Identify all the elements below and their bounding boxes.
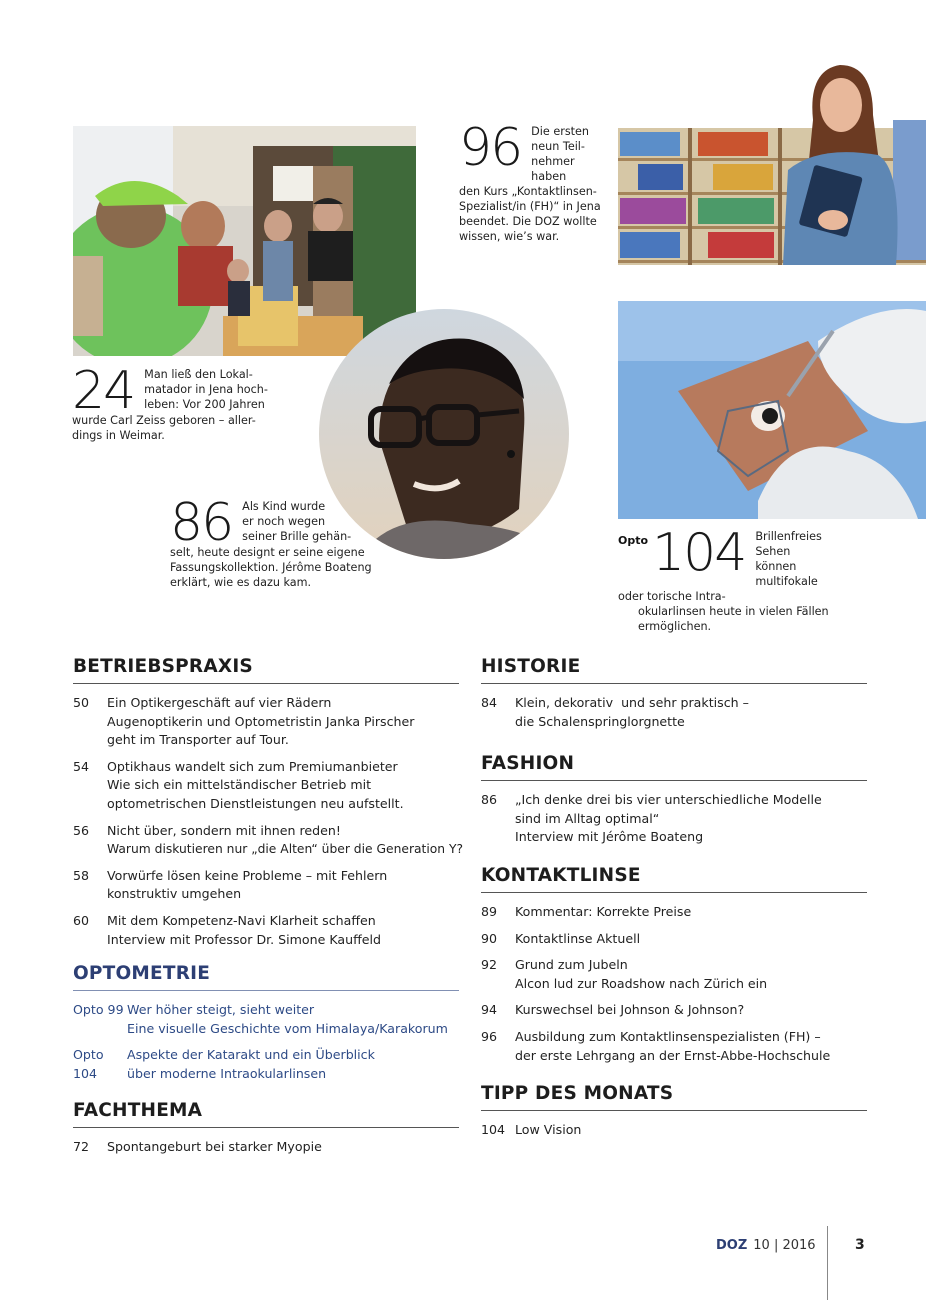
teaser-text-line: dings in Weimar. xyxy=(72,429,165,442)
teaser-text-line: Als Kind wurde xyxy=(242,500,326,513)
entry-title: Aspekte der Katarakt und ein Überblick xyxy=(127,1047,375,1063)
section-title: FACHTHEMA xyxy=(73,1100,459,1128)
teaser-text-line: den Kurs „Kontaktlinsen- xyxy=(459,185,597,198)
teaser-text-line: Brillenfreies Sehen xyxy=(755,530,822,558)
toc-entry[interactable] xyxy=(481,930,867,949)
section-kontaktlinse xyxy=(481,865,867,1065)
page-number: 50 xyxy=(73,695,90,710)
toc-entry[interactable] xyxy=(481,791,867,847)
teaser-text-line: wurde Carl Zeiss geboren – aller- xyxy=(72,414,256,427)
footer-divider xyxy=(827,1226,828,1300)
entry-subtitle: optometrischen Dienstleistungen neu aufstellt. xyxy=(107,795,404,811)
page-number: 56 xyxy=(73,822,90,838)
entry-title: „Ich denke drei bis vier unterschiedliche Modelle xyxy=(515,792,822,808)
teaser-page-number: 86 xyxy=(170,493,233,553)
page-number: Opto 99 xyxy=(73,1002,124,1018)
entry-subtitle: Augenoptikerin und Optometristin Janka Pirscher xyxy=(107,713,415,729)
entry-subtitle: Wie sich ein mittelständischer Betrieb mit xyxy=(107,777,372,793)
toc-entry[interactable] xyxy=(73,867,459,904)
teaser-text-line: können multifokale xyxy=(755,560,818,588)
page-number: 58 xyxy=(73,867,90,883)
teaser-text-line: ermöglichen. xyxy=(638,620,712,633)
teaser-page-24[interactable] xyxy=(72,361,272,443)
section-title: TIPP DES MONATS xyxy=(481,1083,867,1111)
teaser-text-line: beendet. Die DOZ wollte xyxy=(459,215,597,228)
teaser-page-number: 104 xyxy=(652,523,746,583)
entry-subtitle: der erste Lehrgang an der Ernst-Abbe-Hochschule xyxy=(515,1047,831,1063)
footer-issue xyxy=(716,1238,816,1253)
entry-title: sind im Alltag optimal“ xyxy=(515,810,660,826)
teaser-page-86[interactable] xyxy=(170,493,380,590)
page-number: Opto 104 xyxy=(73,1047,104,1081)
toc-right-column xyxy=(481,656,867,1148)
teaser-text-line: matador in Jena hoch- xyxy=(144,383,268,396)
entry-title: Kurswechsel bei Johnson & Johnson? xyxy=(515,1002,745,1018)
teaser-text-line: neun Teil- xyxy=(531,140,585,153)
photo-student-library xyxy=(618,60,926,265)
section-title: KONTAKTLINSE xyxy=(481,865,867,893)
entry-subtitle: Alcon lud zur Roadshow nach Zürich ein xyxy=(515,975,768,991)
page-number: 94 xyxy=(481,1002,498,1018)
entry-subtitle: Interview mit Professor Dr. Simone Kauffeld xyxy=(107,931,382,947)
teaser-text-line: okularlinsen heute in vielen Fällen xyxy=(638,605,829,618)
teaser-text-line: Man ließ den Lokal- xyxy=(144,368,253,381)
section-tipp-des-monats xyxy=(481,1083,867,1140)
section-optometrie xyxy=(73,963,459,1083)
toc-entry[interactable] xyxy=(481,1121,867,1140)
teaser-page-96[interactable] xyxy=(459,118,609,244)
page-number: 89 xyxy=(481,903,498,919)
entry-title: Optikhaus wandelt sich zum Premiumanbieter xyxy=(107,758,398,774)
teaser-page-number: 96 xyxy=(459,118,522,178)
section-fachthema xyxy=(73,1100,459,1157)
entry-subtitle: Warum diskutieren nur „die Alten“ über die Generation Y? xyxy=(107,842,464,857)
section-betriebspraxis xyxy=(73,656,464,949)
eye-surgery-image xyxy=(618,301,926,519)
entry-title: Nicht über, sondern mit ihnen reden! xyxy=(107,822,341,838)
toc-entry[interactable] xyxy=(481,694,867,731)
toc-entry[interactable] xyxy=(481,1001,867,1020)
teaser-text-line: nehmer haben xyxy=(531,155,575,183)
teaser-text-line: selt, heute designt er seine eigene xyxy=(170,546,365,559)
page-number: 86 xyxy=(481,792,498,808)
photo-jena-street-festival xyxy=(73,126,416,356)
page-number: 96 xyxy=(481,1028,498,1044)
toc-entry[interactable] xyxy=(73,758,459,814)
entry-subtitle: Interview mit Jérôme Boateng xyxy=(515,829,704,845)
toc-entry[interactable] xyxy=(481,903,867,922)
toc-entry[interactable] xyxy=(73,1046,459,1083)
entry-title: Low Vision xyxy=(515,1122,582,1138)
teaser-text-line: erklärt, wie es dazu kam. xyxy=(170,576,312,589)
entry-title: Grund zum Jubeln xyxy=(515,957,628,973)
page-number: 92 xyxy=(481,957,498,973)
library-student-image xyxy=(618,60,926,265)
page-number: 60 xyxy=(73,912,90,928)
opto-label: Opto xyxy=(618,534,649,547)
entry-subtitle: die Schalenspringlorgnette xyxy=(515,713,685,729)
teaser-text-line: seiner Brille gehän- xyxy=(242,530,352,543)
toc-entry[interactable] xyxy=(73,1001,459,1038)
toc-entry[interactable] xyxy=(481,956,867,993)
teaser-text-line: Die ersten xyxy=(531,125,590,138)
teaser-text-line: leben: Vor 200 Jahren xyxy=(144,398,265,411)
section-fashion xyxy=(481,753,867,847)
entry-title: Klein, dekorativ und sehr praktisch – xyxy=(515,695,749,710)
toc-entry[interactable] xyxy=(73,1138,459,1157)
section-title: FASHION xyxy=(481,753,867,781)
teaser-text-line: oder torische Intra- xyxy=(618,590,726,603)
page-number: 72 xyxy=(73,1138,90,1154)
toc-entry[interactable] xyxy=(481,1028,867,1065)
teaser-text-line: wissen, wie’s war. xyxy=(459,230,560,243)
page-number-footer: 3 xyxy=(855,1237,865,1253)
issue-number: 10 | 2016 xyxy=(753,1238,816,1253)
entry-title: Mit dem Kompetenz-Navi Klarheit schaffen xyxy=(107,912,376,928)
entry-title: Ein Optikergeschäft auf vier Rädern xyxy=(107,695,332,710)
entry-subtitle: Eine visuelle Geschichte vom Himalaya/Karakorum xyxy=(127,1020,448,1036)
teaser-opto-104[interactable] xyxy=(618,523,858,634)
entry-title: Vorwürfe lösen keine Probleme – mit Fehlern xyxy=(107,867,388,883)
section-title: OPTOMETRIE xyxy=(73,963,459,991)
teaser-text-line: er noch wegen xyxy=(242,515,326,528)
toc-entry[interactable] xyxy=(73,822,464,859)
entry-title: Kontaktlinse Aktuell xyxy=(515,930,641,946)
toc-left-column xyxy=(73,656,464,1164)
entry-subtitle: über moderne Intraokularlinsen xyxy=(127,1065,327,1081)
section-title: BETRIEBSPRAXIS xyxy=(73,656,459,684)
magazine-brand: DOZ xyxy=(716,1238,748,1253)
teaser-text-line: Spezialist/in (FH)“ in Jena xyxy=(459,200,601,213)
toc-entry[interactable] xyxy=(73,912,459,949)
page-number: 54 xyxy=(73,758,90,774)
section-historie xyxy=(481,656,867,731)
page-number: 84 xyxy=(481,695,498,710)
entry-subtitle: konstruktiv umgehen xyxy=(107,886,242,902)
section-title: HISTORIE xyxy=(481,656,867,684)
street-festival-image xyxy=(73,126,416,356)
page-number: 104 xyxy=(481,1122,506,1138)
teaser-page-number: 24 xyxy=(72,361,135,421)
teaser-text-line: Fassungskollektion. Jérôme Boateng xyxy=(170,561,372,574)
entry-title: Kommentar: Korrekte Preise xyxy=(515,903,692,919)
entry-title: Ausbildung zum Kontaktlinsenspezialisten (FH) – xyxy=(515,1028,821,1044)
page-number: 90 xyxy=(481,930,498,946)
photo-cataract-surgery xyxy=(618,301,926,519)
entry-subtitle: geht im Transporter auf Tour. xyxy=(107,732,289,748)
entry-title: Wer höher steigt, sieht weiter xyxy=(127,1002,315,1018)
entry-title: Spontangeburt bei starker Myopie xyxy=(107,1138,322,1154)
toc-entry[interactable] xyxy=(73,694,459,750)
